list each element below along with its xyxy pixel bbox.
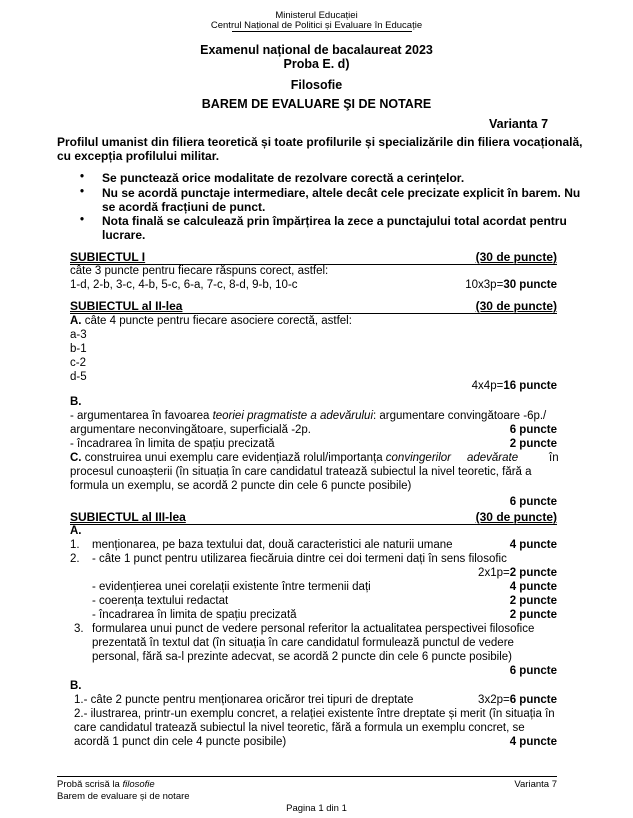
- bullet-icon: •: [80, 171, 85, 183]
- section-2a-item-1: a-3: [70, 329, 87, 341]
- section-2b-l1-pre: - argumentarea în favoarea: [70, 410, 213, 422]
- section-2c-line-3: formula un exemplu, se acordă 2 puncte din cele 6 puncte posibile): [70, 480, 412, 492]
- section-1-header: [70, 250, 557, 265]
- section-3a-item-3-line-3: personal, fără sa-l prezinte adecvat, se acordă 2 puncte din cele 6 puncte posibile): [92, 651, 513, 663]
- section-2-title: SUBIECTUL al II-lea: [70, 299, 183, 313]
- footer-left-pre: Probă scrisă la: [57, 779, 123, 790]
- footer-left-italic: filosofie: [122, 779, 155, 790]
- section-1-points: (30 de puncte): [475, 250, 557, 264]
- section-2a-total: [472, 380, 557, 392]
- section-3-header: [70, 510, 557, 525]
- subject-title: Filosofie: [290, 78, 343, 92]
- rule-3-line-2: lucrare.: [102, 228, 146, 242]
- header-divider: [232, 31, 412, 32]
- section-3a-item-2b: - evidențierea unei corelații existente între termenii dați: [92, 581, 371, 593]
- section-3-points: (30 de puncte): [475, 510, 557, 524]
- bullet-icon: •: [80, 214, 85, 226]
- section-2-points: (30 de puncte): [475, 299, 557, 313]
- section-2b-line-3: - încadrarea în limita de spațiu precizată: [70, 438, 275, 450]
- section-3b-line-1-points: 6 puncte: [509, 694, 557, 706]
- section-3a-item-3-num: 3.: [74, 623, 84, 635]
- section-1-total-points: 30 puncte: [503, 279, 557, 291]
- section-1-title: SUBIECTUL I: [70, 250, 146, 264]
- footer-left-line-2: Barem de evaluare și de notare: [57, 791, 190, 802]
- section-3a-item-2d-points: 2 puncte: [509, 609, 557, 621]
- section-3b-line-1: 1.- câte 2 puncte pentru menționarea oricăror trei tipuri de dreptate: [74, 694, 414, 706]
- section-1-answers: 1-d, 2-b, 3-c, 4-b, 5-c, 6-a, 7-c, 8-d, 9-b, 10-c: [70, 279, 298, 291]
- section-2a-item-2: b-1: [70, 343, 87, 355]
- section-2a-label: A.: [70, 315, 82, 327]
- section-2a-calc: 4x4p=: [471, 380, 504, 392]
- varianta-label: Varianta 7: [489, 117, 549, 131]
- profile-line-2: cu excepția profilului militar.: [57, 149, 220, 163]
- bullet-icon: •: [80, 186, 85, 198]
- section-3b-line-2: 2.- ilustrarea, printr-un exemplu concret, a relației existente între dreptate și merit (în situația în: [74, 708, 555, 720]
- proba-title: Proba E. d): [283, 57, 350, 71]
- section-3b-label: B.: [70, 680, 82, 692]
- section-3a-item-3-line-1: formularea unui punct de vedere personal referitor la actualitatea perspectivei filosofice: [92, 623, 535, 635]
- center-header: Centrul Național de Politici și Evaluare în Educație: [210, 20, 423, 31]
- section-2c-l1-italic-2: adevărate: [466, 452, 519, 464]
- section-2-header: [70, 299, 557, 314]
- section-1-total: [465, 279, 557, 291]
- barem-title: BAREM DE EVALUARE ŞI DE NOTARE: [201, 97, 432, 111]
- section-2a-total-points: 16 puncte: [503, 380, 557, 392]
- section-2b-line-2: argumentare neconvingătoare, superficială -2p.: [70, 424, 312, 436]
- section-2a-item-4: d-5: [70, 371, 87, 383]
- section-2b-line-3-points: 2 puncte: [509, 438, 557, 450]
- section-3a-item-2b-points: 4 puncte: [509, 581, 557, 593]
- section-3-title: SUBIECTUL al III-lea: [70, 510, 186, 524]
- section-3b-line-1-total: [478, 694, 557, 706]
- section-2c-label: C.: [70, 452, 82, 464]
- section-3a-item-1-points: 4 puncte: [509, 539, 557, 551]
- section-3b-line-4-points: 4 puncte: [509, 736, 557, 748]
- section-2c-line-2: procesul cunoașterii (în situația în care candidatul tratează subiectul la nivel teoretic, fără a: [70, 466, 532, 478]
- footer-divider: [57, 776, 557, 777]
- section-1-calc: 10x3p=: [465, 279, 504, 291]
- section-3b-line-3: care candidatul tratează subiectul la nivel teoretic, fără a formula un exemplu concret, se: [74, 722, 525, 734]
- section-3b-line-4: acordă 1 punct din cele 4 puncte posibile): [74, 736, 287, 748]
- section-3a-item-1-num: 1.: [70, 539, 80, 551]
- section-1-instruction: câte 3 puncte pentru fiecare răspuns corect, astfel:: [70, 265, 329, 277]
- section-3a-item-2d: - încadrarea în limita de spațiu precizată: [92, 609, 297, 621]
- section-2a-line: [70, 315, 352, 327]
- page-number: Pagina 1 din 1: [286, 803, 347, 814]
- section-2c-line-1: [70, 452, 518, 464]
- rule-1: Se punctează orice modalitate de rezolvare corectă a cerințelor.: [102, 171, 465, 185]
- section-3a-item-3-points: 6 puncte: [509, 665, 557, 677]
- footer-left-line-1: [57, 779, 155, 790]
- section-2c-points: 6 puncte: [509, 496, 557, 508]
- section-3a-item-1: menționarea, pe baza textului dat, două caracteristici ale naturii umane: [92, 539, 453, 551]
- section-2c-l1-post: în: [549, 452, 559, 464]
- section-2a-item-3: c-2: [70, 357, 86, 369]
- rule-2-line-2: se acordă fracțiuni de punct.: [102, 200, 266, 214]
- profile-line-1: Profilul umanist din filiera teoretică și toate profilurile și specializările din filiera vocațională,: [57, 135, 583, 149]
- section-3a-item-2-points: 2 puncte: [509, 567, 557, 579]
- section-3a-item-2c-points: 2 puncte: [509, 595, 557, 607]
- section-2b-l1-italic: teoriei pragmatiste a adevărului: [212, 410, 374, 422]
- footer-right: Varianta 7: [514, 779, 557, 790]
- section-3a-item-2-calc: 2x1p=: [478, 567, 510, 579]
- section-2b-label: B.: [70, 396, 82, 408]
- section-3a-item-2-total: [478, 567, 557, 579]
- section-3a-item-2c: - coerența textului redactat: [92, 595, 229, 607]
- section-2b-line-2-points: 6 puncte: [509, 424, 557, 436]
- section-3a-item-3-line-2: prezentată în textul dat (în situația în care candidatul formulează punctul de vedere: [92, 637, 514, 649]
- rule-2-line-1: Nu se acordă punctaje intermediare, altele decât cele precizate explicit în barem. Nu: [102, 186, 581, 200]
- section-2a-text: câte 4 puncte pentru fiecare asociere corectă, astfel:: [84, 315, 352, 327]
- section-3b-calc: 3x2p=: [478, 694, 510, 706]
- exam-title: Examenul național de bacalaureat 2023: [200, 43, 433, 57]
- section-2c-l1-italic-1: convingerilor: [385, 452, 451, 464]
- section-3a-item-2-num: 2.: [70, 553, 80, 565]
- rule-3-line-1: Nota finală se calculează prin împărțirea la zece a punctajului total acordat pentru: [102, 214, 567, 228]
- section-3a-label: A.: [70, 525, 82, 537]
- section-2c-l1-pre: construirea unui exemplu care evidențiază rolul/importanța: [84, 452, 386, 464]
- ministry-header: Ministerul Educației: [275, 10, 358, 21]
- section-2b-line-1: [70, 410, 546, 422]
- section-2b-l1-post: : argumentare convingătoare -6p./: [373, 410, 547, 422]
- section-3a-item-2: - câte 1 punct pentru utilizarea fiecăruia dintre cei doi termeni dați în sens filosofic: [92, 553, 507, 565]
